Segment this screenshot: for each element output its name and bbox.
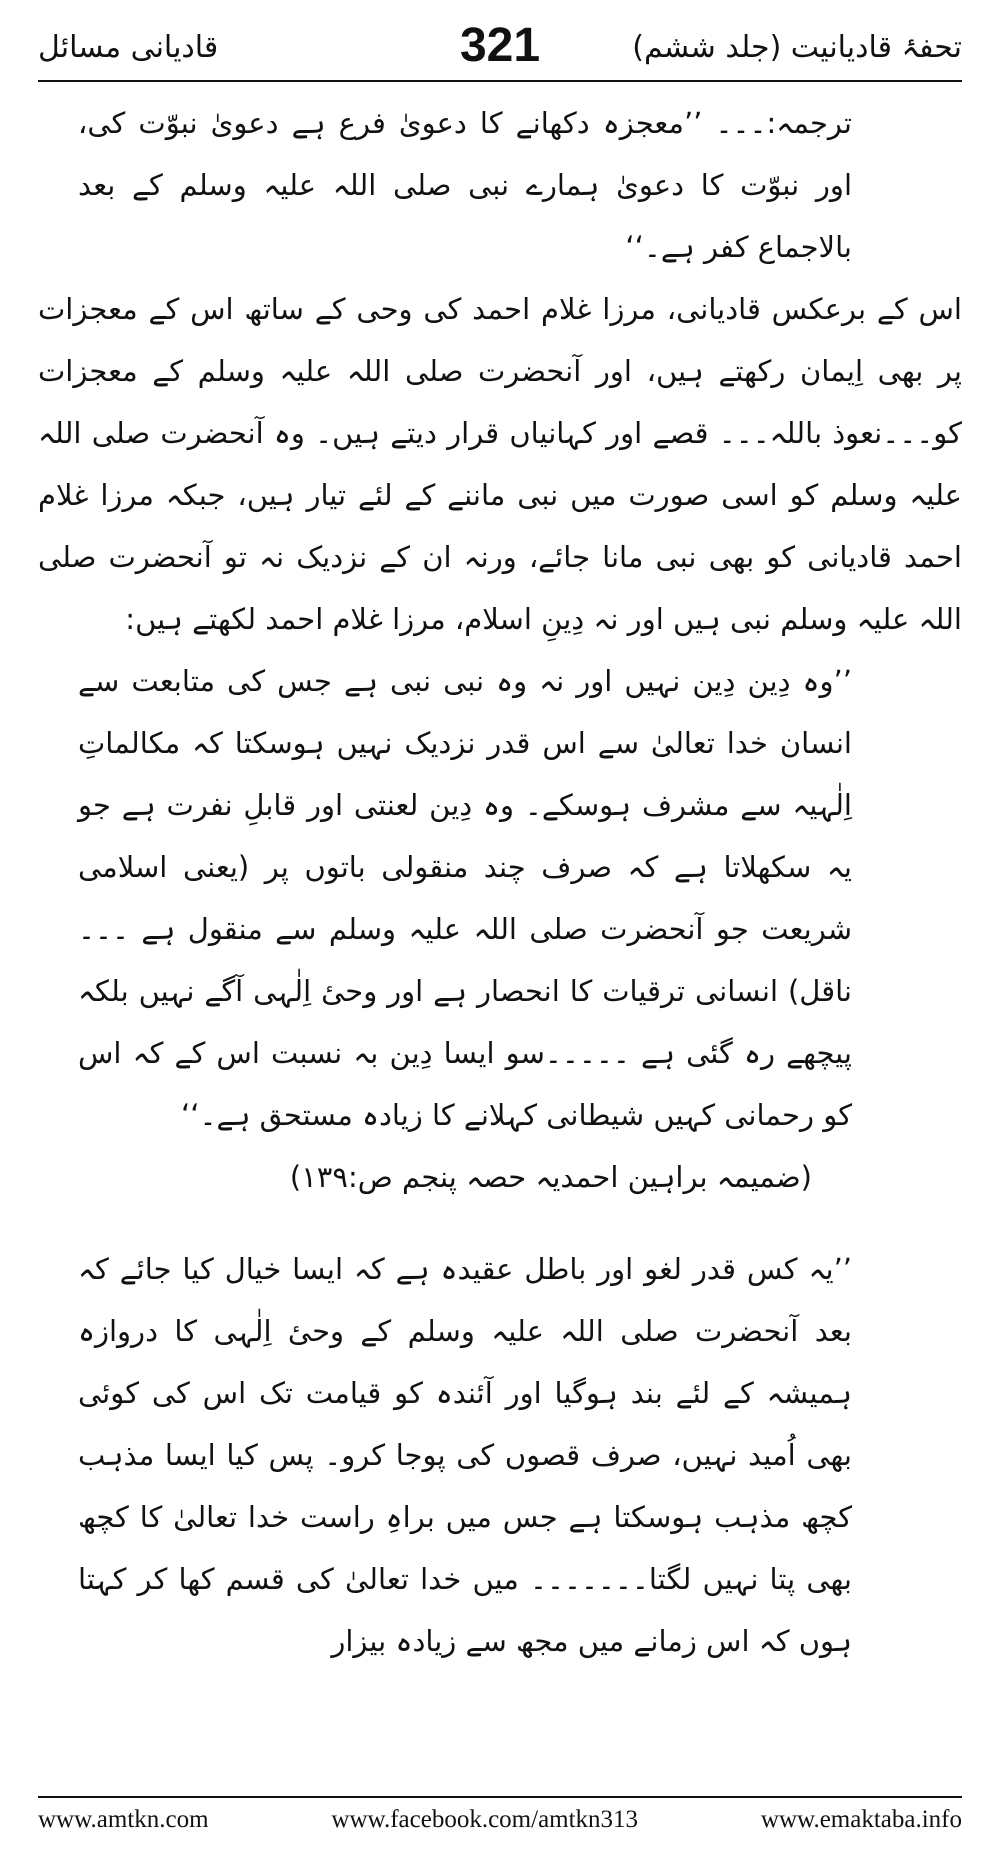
page-header [38,18,962,80]
page-number: 321 [459,19,541,72]
paragraph-spacer [38,1208,962,1238]
footer-link-emaktaba[interactable]: www.emaktaba.info [760,1806,962,1833]
footer-link-amtkn[interactable]: www.amtkn.com [38,1806,209,1833]
book-title: تحفۂ قادیانیت (جلد ششم) [632,30,962,65]
body-paragraph: اس کے برعکس قادیانی، مرزا غلام احمد کی وحی کے ساتھ اس کے معجزات پر بھی اِیمان رکھتے ہیں، اور آنحضرت صلی اللہ علیہ وسلم کے معجزات کو۔۔۔نعوذ باللہ۔۔۔ قصے اور کہانیاں قرار دیتے ہیں۔ وہ آنحضرت صلی اللہ علیہ وسلم کو اسی صورت میں نبی ماننے کے لئے تیار ہیں، جبکہ مرزا غلام احمد قادیانی کو بھی نبی مانا جائے، ورنہ ان کے نزدیک نہ تو آنحضرت صلی اللہ علیہ وسلم نبی ہیں اور نہ دِینِ اسلام، مرزا غلام احمد لکھتے ہیں: [38,292,962,636]
reference-line [38,1146,962,1208]
reference-page: ص:۱۳۹) [289,1160,393,1194]
translation-paragraph: ترجمہ:۔۔۔ ’’معجزہ دکھانے کا دعویٰ فرع ہے دعویٰ نبوّت کی، اور نبوّت کا دعویٰ ہمارے نبی صلی اللہ علیہ وسلم کے بعد بالاجماع کفر ہے۔‘‘ [78,106,852,264]
section-title: قادیانی مسائل [38,30,219,65]
footer-link-facebook[interactable]: www.facebook.com/amtkn313 [331,1806,639,1833]
reference-source: (ضمیمہ براہین احمدیہ حصہ پنجم [402,1160,812,1194]
quote-paragraph: ’’وہ دِین دِین نہیں اور نہ وہ نبی نبی ہے جس کی متابعت سے انسان خدا تعالیٰ سے اس قدر نزدیک نہیں ہوسکتا کہ مکالماتِ اِلٰہیہ سے مشرف ہوسکے۔ وہ دِین لعنتی اور قابلِ نفرت ہے جو یہ سکھلاتا ہے کہ صرف چند منقولی باتوں پر (یعنی اسلامی شریعت جو آنحضرت صلی اللہ علیہ وسلم سے منقول ہے ۔۔۔ناقل) انسانی ترقیات کا انحصار ہے اور وحیٔ اِلٰہی آگے نہیں بلکہ پیچھے رہ گئی ہے ۔۔۔۔۔سو ایسا دِین بہ نسبت اس کے کہ اس کو رحمانی کہیں شیطانی کہلانے کا زیادہ مستحق ہے۔‘‘ [78,664,852,1132]
page-footer [38,1804,962,1836]
footer-divider [38,1796,962,1798]
page-body [38,92,962,1672]
quote-paragraph-2: ’’یہ کس قدر لغو اور باطل عقیدہ ہے کہ ایسا خیال کیا جائے کہ بعد آنحضرت صلی اللہ علیہ وسلم کے وحیٔ اِلٰہی کا دروازہ ہمیشہ کے لئے بند ہوگیا اور آئندہ کو قیامت تک اس کی کوئی بھی اُمید نہیں، صرف قصوں کی پوجا کرو۔ پس کیا ایسا مذہب کچھ مذہب ہوسکتا ہے جس میں براہِ راست خدا تعالیٰ کا کچھ بھی پتا نہیں لگتا۔۔۔۔۔۔۔ میں خدا تعالیٰ کی قسم کھا کر کہتا ہوں کہ اس زمانے میں مجھ سے زیادہ بیزار [78,1252,852,1658]
header-divider [38,80,962,82]
